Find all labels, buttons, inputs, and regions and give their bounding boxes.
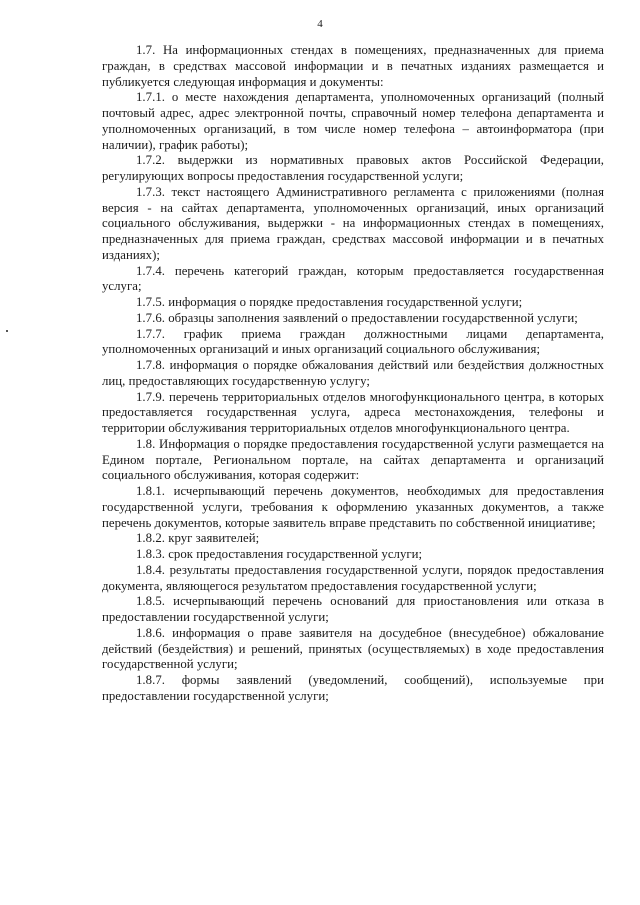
paragraph-1-7: 1.7. На информационных стендах в помещениях, предназначенных для приема граждан, в средствах массовой информации и в печатных изданиях размещается и публикуется следующая информация и документы: — [102, 43, 604, 89]
paragraph-1-8-2: 1.8.2. круг заявителей; — [136, 531, 260, 546]
paragraph-1-8-4: 1.8.4. результаты предоставления государственной услуги, порядок предоставления документа, являющегося результатом предоставления государственной услуги; — [102, 562, 604, 593]
page-number: 4 — [317, 18, 323, 30]
paragraph-1-7-2: 1.7.2. выдержки из нормативных правовых актов Российской Федерации, регулирующих вопросы предоставления государственной услуги; — [102, 153, 604, 183]
paragraph-1-7-4: 1.7.4. перечень категорий граждан, которым предоставляется государственная услуга; — [102, 263, 604, 294]
paragraph-1-7-7: 1.7.7. график приема граждан должностными лицами департамента, уполномоченных организаций и иных организаций социального обслуживания; — [102, 326, 604, 357]
paragraph-1-7-3: 1.7.3. текст настоящего Административного регламента с приложениями (полная версия - на сайтах департамента, уполномоченных организаций, иных организаций социального обслуживания, выдержки - на информационных стендах в помещениях, предназначенных для приема граждан, средствах массовой информации и в печатных изданиях); — [102, 184, 604, 262]
paragraph-1-7-9: 1.7.9. перечень территориальных отделов многофункционального центра, в которых предоставляется государственная услуга, адреса местонахождения, телефоны и территории обслуживания территориальных отделов многофункционального центра. — [102, 389, 604, 435]
paragraph-1-7-6: 1.7.6. образцы заполнения заявлений о предоставлении государственной услуги; — [136, 310, 578, 325]
document-body — [102, 43, 604, 705]
paragraph-1-8: 1.8. Информация о порядке предоставления государственной услуги размещается на Едином портале, Региональном портале, на сайтах департамента и организаций социального обслуживания, которая содержит: — [102, 436, 604, 483]
paragraph-1-7-8: 1.7.8. информация о порядке обжалования действий или бездействия должностных лиц, предоставляющих государственную услугу; — [102, 358, 604, 388]
paragraph-1-8-7: 1.8.7. формы заявлений (уведомлений, сообщений), используемые при предоставлении государственной услуги; — [102, 673, 604, 703]
paragraph-1-8-3: 1.8.3. срок предоставления государственной услуги; — [136, 547, 423, 561]
paragraph-1-7-5: 1.7.5. информация о порядке предоставления государственной услуги; — [136, 295, 523, 309]
paragraph-1-8-1: 1.8.1. исчерпывающий перечень документов, необходимых для предоставления государственной услуги, требования к оформлению указанных документов, а также перечень документов, которые заявитель вправе представить по собственной инициативе; — [102, 484, 604, 530]
paragraph-1-7-1: 1.7.1. о месте нахождения департамента, уполномоченных организаций (полный почтовый адрес, адрес электронной почты, справочный номер телефона департамента и уполномоченных организаций, в том числе номер телефона – автоинформатора (при наличии), график работы); — [102, 90, 604, 152]
paragraph-1-8-5: 1.8.5. исчерпывающий перечень оснований для приостановления или отказа в предоставлении государственной услуги; — [102, 594, 604, 624]
margin-mark — [6, 330, 8, 332]
paragraph-1-8-6: 1.8.6. информация о праве заявителя на досудебное (внесудебное) обжалование действий (бездействия) и решений, принятых (осуществляемых) в ходе предоставления государственной услуги; — [102, 625, 604, 672]
